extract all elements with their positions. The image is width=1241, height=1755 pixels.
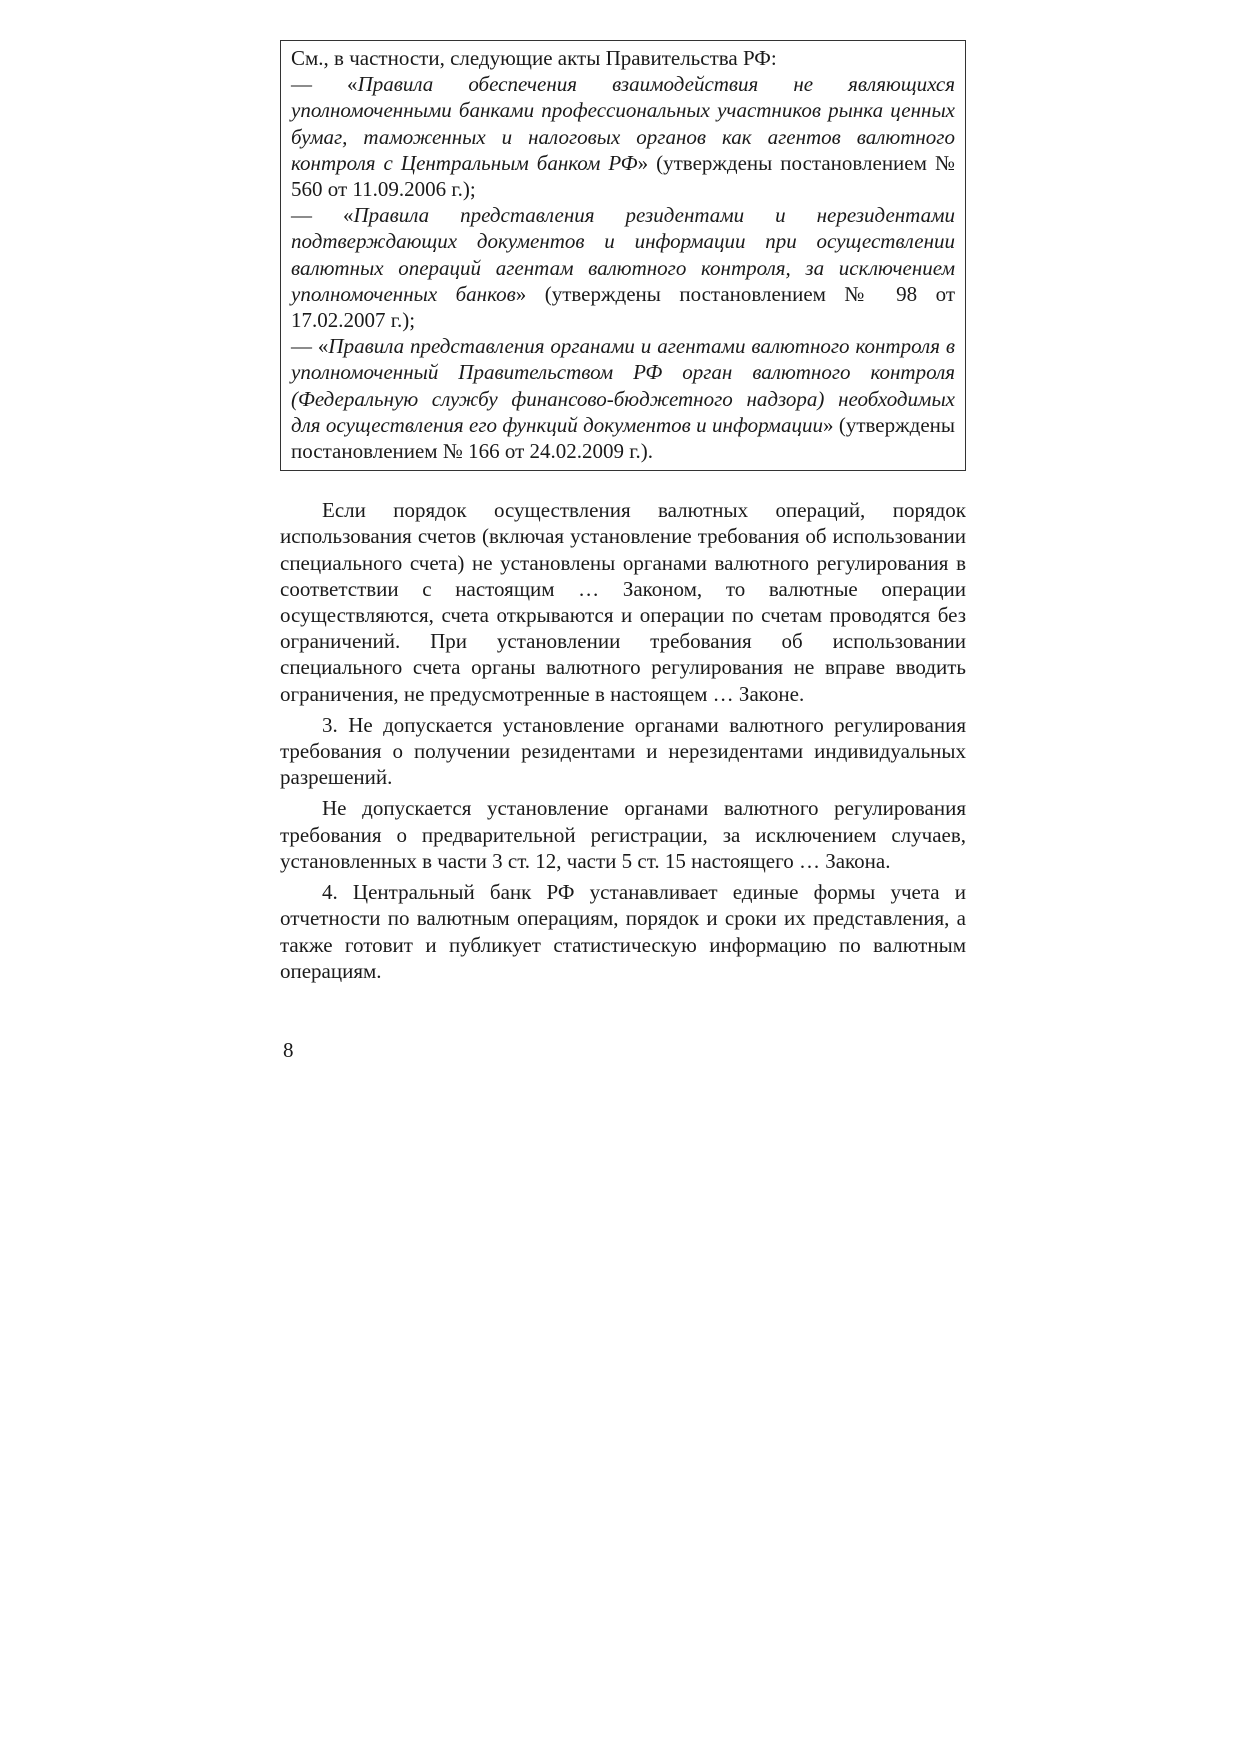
act-title: Правила обеспечения взаимодействия не являющихся уполномоченными банками профессиональных участников рынка ценных бумаг, таможенных и налоговых органов как агентов валютного контроля с Центральным банком РФ <box>291 72 956 175</box>
item-dash: — « <box>291 334 329 359</box>
footnote-item <box>291 71 955 202</box>
footnote-box <box>280 40 966 471</box>
act-title: Правила представления органами и агентами валютного контроля в уполномоченный Правительством РФ орган валютного контроля (Федеральную службу финансово-бюджетного надзора) необходимых для осуществления его функций документов и информации <box>291 334 955 437</box>
item-dash: — « <box>291 203 354 228</box>
act-approval: » (утверждены постановлением № 560 от 11.09.2006 г.); <box>291 150 955 202</box>
item-dash: — « <box>291 72 358 97</box>
footnote-item <box>291 333 955 464</box>
footnote-item <box>291 202 955 333</box>
body-text <box>280 497 966 984</box>
paragraph: Не допускается установление органами валютного регулирования требования о предварительной регистрации, за исключением случаев, установленных в части 3 ст. 12, части 5 ст. 15 настоящего … Закона. <box>280 796 966 873</box>
paragraph: 4. Центральный банк РФ устанавливает единые формы учета и отчетности по валютным операциям, порядок и сроки их представления, а также готовит и публикует статистическую информацию по валютным операциям. <box>280 880 966 983</box>
footnote-intro: См., в частности, следующие акты Правительства РФ: <box>291 46 777 70</box>
paragraph: 3. Не допускается установление органами валютного регулирования требования о получении резидентами и нерезидентами индивидуальных разрешений. <box>280 712 966 790</box>
act-title: Правила представления резидентами и нерезидентами подтверждающих документов и информации при осуществлении валютных операций агентам валютного контроля, за исключением уполномоченных банков <box>291 203 956 306</box>
act-approval: » (утверждены постановлением № 166 от 24.02.2009 г.). <box>291 412 955 464</box>
page-content <box>280 40 966 989</box>
page-number: 8 <box>283 1038 294 1062</box>
paragraph: Если порядок осуществления валютных операций, порядок использования счетов (включая установление требования об использовании специального счета) не установлены органами валютного регулирования в соответствии с настоящим … Законом, то валютные операции осуществляются, счета открываются и операции по счетам проводятся без ограничений. При установлении требования об использовании специального счета органы валютного регулирования не вправе вводить ограничения, не предусмотренные в настоящем … Законе. <box>280 498 966 706</box>
act-approval: » (утверждены постановлением № 98 от 17.02.2007 г.); <box>291 281 955 333</box>
